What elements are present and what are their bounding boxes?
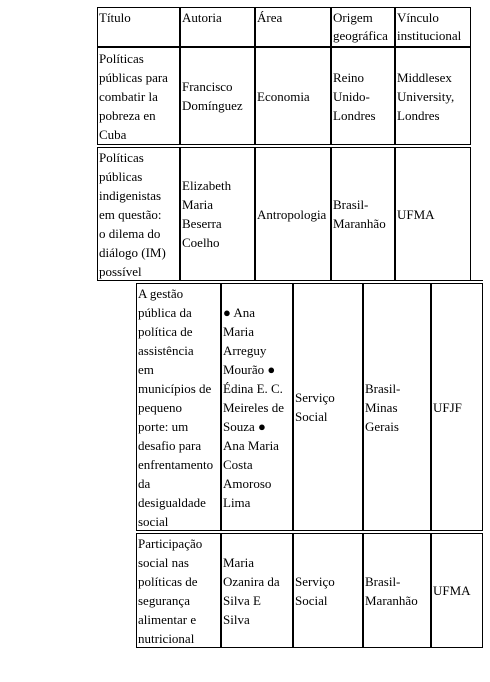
row-1-autoria-text: Francisco Domínguez [182,79,243,113]
row-2-origem-text: Brasil- Maranhão [333,197,386,231]
header-origem [331,7,395,47]
row-3-origem-text: Brasil- Minas Gerais [365,380,401,434]
table-row-3-origem [363,283,431,531]
table-row-2-area [255,147,331,281]
table-row-4-titulo [136,533,221,648]
header-titulo-text: Título [99,10,131,25]
table-row-1-area [255,47,331,145]
row-4-area-text: Serviço Social [295,573,335,608]
row-3-titulo-text: A gestão pública da política de assistência em municípios de pequeno porte: um desafio para enfrentamento da desigualdade social [138,285,214,529]
table-row-2-titulo [97,147,180,281]
row-2-autoria-text: Elizabeth Maria Beserra Coelho [182,178,232,250]
header-autoria [180,7,255,47]
header-titulo [97,7,180,47]
table-row-3-vinculo [431,283,483,531]
table-row-1-origem [331,47,395,145]
table-row-1-titulo [97,47,180,145]
row-1-origem-text: Reino Unido- Londres [333,69,376,123]
row-1-area-text: Economia [257,88,310,104]
table-row-4-autoria [221,533,293,648]
table-row-2-vinculo [395,147,471,281]
row-3-vinculo-text: UFJF [433,399,462,415]
row-2-area-text: Antropologia [257,206,327,222]
row-1-vinculo-text: Middlesex University, Londres [397,69,455,123]
row-4-origem-text: Brasil- Maranhão [365,573,418,608]
header-area-text: Área [257,10,283,25]
row-4-autoria-text: Maria Ozanira da Silva E Silva [223,554,280,627]
row-4-titulo-text: Participação social nas políticas de segurança alimentar e nutricional [138,535,203,646]
table-row-4-vinculo [431,533,483,648]
row-1-titulo-text: Políticas públicas para combatir la pobreza en Cuba [99,50,168,142]
row-2-trailing-rule [471,280,483,281]
row-3-autoria-text: ● Ana Maria Arreguy Mourão ● Édina E. C. Meireles de Souza ● Ana Maria Costa Amoroso Lima [223,304,285,510]
header-area [255,7,331,47]
table-row-4-area [293,533,363,648]
header-vinculo-text: Vínculo institucional [397,10,462,43]
table-row-2-autoria [180,147,255,281]
row-2-vinculo-text: UFMA [397,206,435,222]
row-3-area-text: Serviço Social [295,390,335,424]
table-row-3-area [293,283,363,531]
row-2-titulo-text: Políticas públicas indigenistas em questão: o dilema do diálogo (IM) possível [99,149,166,279]
header-vinculo [395,7,471,47]
table-row-1-autoria [180,47,255,145]
table-row-2-origem [331,147,395,281]
row-4-vinculo-text: UFMA [433,583,471,598]
table-row-3-titulo [136,283,221,531]
header-origem-text: Origem geográfica [333,10,388,43]
table-row-1-vinculo [395,47,471,145]
table-row-3-autoria [221,283,293,531]
header-autoria-text: Autoria [182,10,222,25]
table-row-4-origem [363,533,431,648]
